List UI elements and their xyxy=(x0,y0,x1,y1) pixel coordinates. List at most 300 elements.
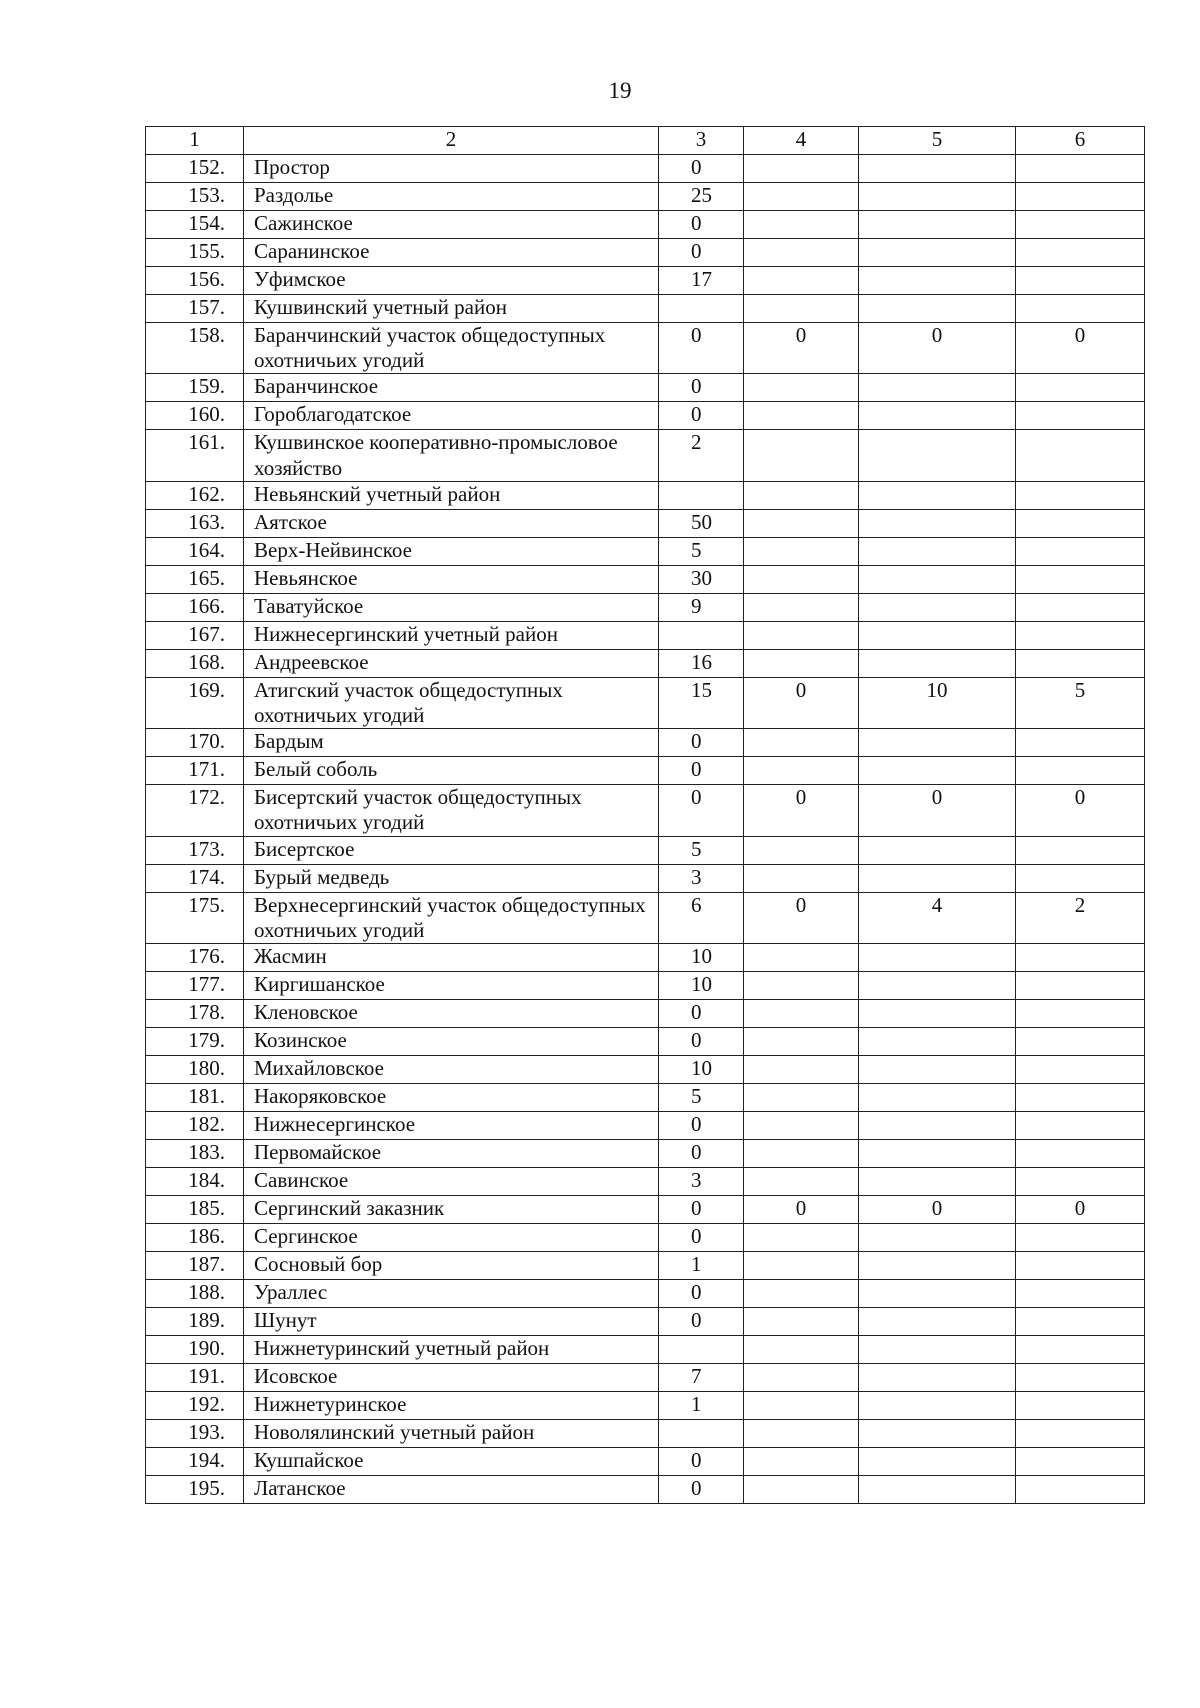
row-number: 176. xyxy=(146,943,244,971)
row-number: 177. xyxy=(146,971,244,999)
table-row xyxy=(146,155,1145,183)
row-value-4 xyxy=(744,1419,859,1447)
row-value-6 xyxy=(1016,1083,1145,1111)
row-number: 168. xyxy=(146,649,244,677)
table-row xyxy=(146,1111,1145,1139)
table-row xyxy=(146,374,1145,402)
row-name: Таватуйское xyxy=(244,593,659,621)
row-value-4 xyxy=(744,1251,859,1279)
row-value-5: 0 xyxy=(859,1195,1016,1223)
row-value-6 xyxy=(1016,1391,1145,1419)
table-row xyxy=(146,1475,1145,1503)
row-value-6 xyxy=(1016,943,1145,971)
row-value-3: 0 xyxy=(659,785,744,836)
table-row xyxy=(146,402,1145,430)
row-value-6 xyxy=(1016,999,1145,1027)
row-value-3: 30 xyxy=(659,565,744,593)
row-value-5: 0 xyxy=(859,323,1016,374)
row-name: Ураллес xyxy=(244,1279,659,1307)
row-number: 195. xyxy=(146,1475,244,1503)
row-value-5 xyxy=(859,1055,1016,1083)
row-name: Первомайское xyxy=(244,1139,659,1167)
row-value-6 xyxy=(1016,430,1145,481)
row-value-6 xyxy=(1016,537,1145,565)
row-number: 181. xyxy=(146,1083,244,1111)
row-value-3: 25 xyxy=(659,183,744,211)
row-value-6 xyxy=(1016,402,1145,430)
row-value-6 xyxy=(1016,836,1145,864)
row-number: 179. xyxy=(146,1027,244,1055)
row-number: 158. xyxy=(146,323,244,374)
row-number: 187. xyxy=(146,1251,244,1279)
table-row xyxy=(146,1335,1145,1363)
row-value-6 xyxy=(1016,1111,1145,1139)
row-number: 166. xyxy=(146,593,244,621)
row-value-5 xyxy=(859,1223,1016,1251)
row-value-5 xyxy=(859,183,1016,211)
row-value-5 xyxy=(859,1307,1016,1335)
row-value-5: 0 xyxy=(859,785,1016,836)
row-value-4 xyxy=(744,295,859,323)
row-value-3: 0 xyxy=(659,1195,744,1223)
row-value-4: 0 xyxy=(744,892,859,943)
row-number: 183. xyxy=(146,1139,244,1167)
row-value-6 xyxy=(1016,621,1145,649)
table-row xyxy=(146,1279,1145,1307)
row-value-5 xyxy=(859,729,1016,757)
row-name: Нижнесергинский учетный район xyxy=(244,621,659,649)
table-row xyxy=(146,1167,1145,1195)
table-row xyxy=(146,1251,1145,1279)
row-value-3: 3 xyxy=(659,864,744,892)
row-value-4 xyxy=(744,1055,859,1083)
table-row xyxy=(146,211,1145,239)
row-value-4 xyxy=(744,621,859,649)
row-value-3: 1 xyxy=(659,1251,744,1279)
row-name: Киргишанское xyxy=(244,971,659,999)
row-value-4 xyxy=(744,239,859,267)
row-value-6 xyxy=(1016,1447,1145,1475)
header-cell: 5 xyxy=(859,127,1016,155)
row-value-4 xyxy=(744,593,859,621)
row-value-3: 0 xyxy=(659,1139,744,1167)
row-value-3 xyxy=(659,1419,744,1447)
row-number: 159. xyxy=(146,374,244,402)
row-value-5 xyxy=(859,211,1016,239)
table-row xyxy=(146,1447,1145,1475)
table-row xyxy=(146,183,1145,211)
row-name: Козинское xyxy=(244,1027,659,1055)
row-number: 171. xyxy=(146,757,244,785)
row-value-6 xyxy=(1016,729,1145,757)
row-name: Савинское xyxy=(244,1167,659,1195)
row-name: Сергинское xyxy=(244,1223,659,1251)
row-name: Бардым xyxy=(244,729,659,757)
row-name: Простор xyxy=(244,155,659,183)
row-value-4 xyxy=(744,649,859,677)
row-name: Баранчинский участок общедоступных охотничьих угодий xyxy=(244,323,659,374)
table-row xyxy=(146,565,1145,593)
table-row xyxy=(146,1027,1145,1055)
row-value-6 xyxy=(1016,649,1145,677)
row-name: Атигский участок общедоступных охотничьих угодий xyxy=(244,677,659,728)
row-value-6: 2 xyxy=(1016,892,1145,943)
row-value-5 xyxy=(859,402,1016,430)
row-value-6 xyxy=(1016,1139,1145,1167)
row-number: 172. xyxy=(146,785,244,836)
row-value-4 xyxy=(744,757,859,785)
row-value-6: 0 xyxy=(1016,323,1145,374)
row-value-3: 0 xyxy=(659,239,744,267)
row-number: 193. xyxy=(146,1419,244,1447)
row-name: Жасмин xyxy=(244,943,659,971)
row-name: Аятское xyxy=(244,509,659,537)
row-name: Исовское xyxy=(244,1363,659,1391)
row-value-6 xyxy=(1016,1167,1145,1195)
row-value-5 xyxy=(859,1475,1016,1503)
row-value-3: 1 xyxy=(659,1391,744,1419)
table-row xyxy=(146,785,1145,836)
row-value-5 xyxy=(859,621,1016,649)
table-row xyxy=(146,1307,1145,1335)
row-number: 192. xyxy=(146,1391,244,1419)
row-value-6 xyxy=(1016,267,1145,295)
row-name: Бурый медведь xyxy=(244,864,659,892)
row-value-4 xyxy=(744,509,859,537)
row-value-5 xyxy=(859,267,1016,295)
row-value-6 xyxy=(1016,1251,1145,1279)
table-row xyxy=(146,864,1145,892)
row-value-5 xyxy=(859,1279,1016,1307)
row-number: 191. xyxy=(146,1363,244,1391)
row-value-5 xyxy=(859,1027,1016,1055)
table-row xyxy=(146,1195,1145,1223)
row-value-5 xyxy=(859,836,1016,864)
row-value-3: 0 xyxy=(659,1111,744,1139)
row-value-6 xyxy=(1016,1055,1145,1083)
row-value-5 xyxy=(859,1335,1016,1363)
row-name: Новолялинский учетный район xyxy=(244,1419,659,1447)
row-value-6 xyxy=(1016,757,1145,785)
row-value-5 xyxy=(859,430,1016,481)
row-value-3: 0 xyxy=(659,323,744,374)
table-row xyxy=(146,323,1145,374)
row-name: Верх-Нейвинское xyxy=(244,537,659,565)
row-value-5 xyxy=(859,593,1016,621)
row-number: 165. xyxy=(146,565,244,593)
row-value-6 xyxy=(1016,1363,1145,1391)
row-name: Невьянское xyxy=(244,565,659,593)
row-number: 163. xyxy=(146,509,244,537)
row-value-5 xyxy=(859,757,1016,785)
row-value-6 xyxy=(1016,155,1145,183)
row-number: 194. xyxy=(146,1447,244,1475)
row-name: Кленовское xyxy=(244,999,659,1027)
row-value-4 xyxy=(744,1307,859,1335)
table-row xyxy=(146,1391,1145,1419)
row-value-4 xyxy=(744,864,859,892)
row-value-5 xyxy=(859,565,1016,593)
row-value-6 xyxy=(1016,509,1145,537)
row-value-4 xyxy=(744,481,859,509)
row-value-3: 0 xyxy=(659,1475,744,1503)
row-name: Накоряковское xyxy=(244,1083,659,1111)
row-value-6 xyxy=(1016,1307,1145,1335)
row-value-5 xyxy=(859,1419,1016,1447)
row-value-6 xyxy=(1016,374,1145,402)
row-value-6 xyxy=(1016,1279,1145,1307)
row-value-3: 5 xyxy=(659,1083,744,1111)
table-row xyxy=(146,1223,1145,1251)
table-row xyxy=(146,593,1145,621)
row-number: 186. xyxy=(146,1223,244,1251)
row-value-6 xyxy=(1016,183,1145,211)
row-name: Гороблагодатское xyxy=(244,402,659,430)
row-value-5: 10 xyxy=(859,677,1016,728)
row-value-6 xyxy=(1016,971,1145,999)
row-value-3: 50 xyxy=(659,509,744,537)
row-number: 164. xyxy=(146,537,244,565)
row-value-4 xyxy=(744,402,859,430)
row-name: Баранчинское xyxy=(244,374,659,402)
table-row xyxy=(146,943,1145,971)
row-value-3: 0 xyxy=(659,729,744,757)
row-value-4 xyxy=(744,374,859,402)
table-row xyxy=(146,649,1145,677)
table-header-row xyxy=(146,127,1145,155)
row-value-6 xyxy=(1016,565,1145,593)
row-name: Сосновый бор xyxy=(244,1251,659,1279)
header-cell: 3 xyxy=(659,127,744,155)
row-number: 180. xyxy=(146,1055,244,1083)
row-value-5 xyxy=(859,1251,1016,1279)
row-value-3: 10 xyxy=(659,1055,744,1083)
row-value-3: 0 xyxy=(659,374,744,402)
row-value-5 xyxy=(859,971,1016,999)
row-value-6 xyxy=(1016,1475,1145,1503)
header-cell: 4 xyxy=(744,127,859,155)
row-value-5: 4 xyxy=(859,892,1016,943)
row-value-6 xyxy=(1016,1335,1145,1363)
row-value-3: 0 xyxy=(659,1027,744,1055)
row-value-3: 10 xyxy=(659,971,744,999)
table-row xyxy=(146,430,1145,481)
table-row xyxy=(146,729,1145,757)
row-value-5 xyxy=(859,1391,1016,1419)
row-number: 178. xyxy=(146,999,244,1027)
row-value-4: 0 xyxy=(744,1195,859,1223)
row-value-4 xyxy=(744,1279,859,1307)
row-number: 189. xyxy=(146,1307,244,1335)
row-name: Нижнетуринское xyxy=(244,1391,659,1419)
row-value-6 xyxy=(1016,295,1145,323)
row-value-3: 5 xyxy=(659,537,744,565)
table-row xyxy=(146,537,1145,565)
row-value-4 xyxy=(744,836,859,864)
row-value-6: 5 xyxy=(1016,677,1145,728)
row-value-3: 17 xyxy=(659,267,744,295)
table-row xyxy=(146,999,1145,1027)
row-name: Кушвинский учетный район xyxy=(244,295,659,323)
table-row xyxy=(146,836,1145,864)
row-number: 174. xyxy=(146,864,244,892)
table-body xyxy=(146,127,1145,1504)
row-value-4: 0 xyxy=(744,785,859,836)
row-value-6: 0 xyxy=(1016,785,1145,836)
row-value-3: 0 xyxy=(659,402,744,430)
row-name: Бисертское xyxy=(244,836,659,864)
row-value-3: 9 xyxy=(659,593,744,621)
row-value-4 xyxy=(744,1083,859,1111)
row-number: 160. xyxy=(146,402,244,430)
row-name: Латанское xyxy=(244,1475,659,1503)
row-value-6 xyxy=(1016,211,1145,239)
table-row xyxy=(146,621,1145,649)
table-row xyxy=(146,267,1145,295)
row-value-3: 0 xyxy=(659,1279,744,1307)
row-value-6 xyxy=(1016,864,1145,892)
row-value-5 xyxy=(859,1111,1016,1139)
header-cell: 6 xyxy=(1016,127,1145,155)
row-value-3: 10 xyxy=(659,943,744,971)
row-number: 182. xyxy=(146,1111,244,1139)
row-value-4 xyxy=(744,267,859,295)
row-value-3: 3 xyxy=(659,1167,744,1195)
table-row xyxy=(146,1363,1145,1391)
row-name: Белый соболь xyxy=(244,757,659,785)
row-value-5 xyxy=(859,1167,1016,1195)
row-value-5 xyxy=(859,374,1016,402)
row-value-5 xyxy=(859,1083,1016,1111)
row-value-6 xyxy=(1016,481,1145,509)
row-value-3: 0 xyxy=(659,1223,744,1251)
row-name: Сергинский заказник xyxy=(244,1195,659,1223)
row-value-4 xyxy=(744,537,859,565)
row-value-4 xyxy=(744,1223,859,1251)
header-cell: 1 xyxy=(146,127,244,155)
row-value-6 xyxy=(1016,1027,1145,1055)
page-number: 19 xyxy=(608,78,632,103)
row-value-3: 6 xyxy=(659,892,744,943)
row-number: 153. xyxy=(146,183,244,211)
row-number: 154. xyxy=(146,211,244,239)
row-name: Бисертский участок общедоступных охотничьих угодий xyxy=(244,785,659,836)
row-value-5 xyxy=(859,1363,1016,1391)
row-value-4 xyxy=(744,1139,859,1167)
row-value-3 xyxy=(659,295,744,323)
row-name: Верхнесергинский участок общедоступных охотничьих угодий xyxy=(244,892,659,943)
row-value-5 xyxy=(859,999,1016,1027)
row-number: 162. xyxy=(146,481,244,509)
row-name: Андреевское xyxy=(244,649,659,677)
row-value-5 xyxy=(859,649,1016,677)
table-row xyxy=(146,892,1145,943)
row-number: 190. xyxy=(146,1335,244,1363)
table-row xyxy=(146,1419,1145,1447)
row-name: Нижнесергинское xyxy=(244,1111,659,1139)
row-value-4 xyxy=(744,1335,859,1363)
row-name: Невьянский учетный район xyxy=(244,481,659,509)
table-row xyxy=(146,509,1145,537)
row-value-4 xyxy=(744,1391,859,1419)
row-value-5 xyxy=(859,509,1016,537)
row-value-6 xyxy=(1016,1223,1145,1251)
row-value-4 xyxy=(744,971,859,999)
row-value-4 xyxy=(744,430,859,481)
row-name: Кушвинское кооперативно-промысловое хозяйство xyxy=(244,430,659,481)
row-value-3: 15 xyxy=(659,677,744,728)
row-number: 188. xyxy=(146,1279,244,1307)
row-value-4 xyxy=(744,1167,859,1195)
data-table xyxy=(145,126,1145,1504)
row-value-6 xyxy=(1016,1419,1145,1447)
row-value-4 xyxy=(744,1027,859,1055)
table-row xyxy=(146,481,1145,509)
header-cell: 2 xyxy=(244,127,659,155)
row-value-5 xyxy=(859,481,1016,509)
row-value-3 xyxy=(659,621,744,649)
row-number: 184. xyxy=(146,1167,244,1195)
row-name: Саранинское xyxy=(244,239,659,267)
row-value-3: 7 xyxy=(659,1363,744,1391)
table-row xyxy=(146,295,1145,323)
row-number: 157. xyxy=(146,295,244,323)
row-number: 155. xyxy=(146,239,244,267)
row-number: 170. xyxy=(146,729,244,757)
row-value-3: 0 xyxy=(659,999,744,1027)
row-value-5 xyxy=(859,943,1016,971)
row-value-5 xyxy=(859,295,1016,323)
row-value-3: 0 xyxy=(659,211,744,239)
row-value-4 xyxy=(744,1447,859,1475)
row-value-4: 0 xyxy=(744,323,859,374)
row-value-4 xyxy=(744,183,859,211)
row-number: 156. xyxy=(146,267,244,295)
table-row xyxy=(146,971,1145,999)
row-value-3: 2 xyxy=(659,430,744,481)
row-value-4 xyxy=(744,1475,859,1503)
row-value-4 xyxy=(744,155,859,183)
row-value-6 xyxy=(1016,239,1145,267)
row-value-5 xyxy=(859,239,1016,267)
row-value-4 xyxy=(744,565,859,593)
row-number: 175. xyxy=(146,892,244,943)
row-value-3: 0 xyxy=(659,757,744,785)
table-row xyxy=(146,677,1145,728)
row-value-4 xyxy=(744,1111,859,1139)
row-name: Шунут xyxy=(244,1307,659,1335)
row-value-4 xyxy=(744,943,859,971)
row-value-6: 0 xyxy=(1016,1195,1145,1223)
row-name: Михайловское xyxy=(244,1055,659,1083)
row-name: Раздолье xyxy=(244,183,659,211)
row-name: Сажинское xyxy=(244,211,659,239)
row-value-4: 0 xyxy=(744,677,859,728)
row-value-3: 0 xyxy=(659,1307,744,1335)
row-value-5 xyxy=(859,537,1016,565)
table-row xyxy=(146,1055,1145,1083)
row-value-3: 0 xyxy=(659,155,744,183)
row-value-5 xyxy=(859,864,1016,892)
table-row xyxy=(146,1139,1145,1167)
row-name: Нижнетуринский учетный район xyxy=(244,1335,659,1363)
row-name: Кушпайское xyxy=(244,1447,659,1475)
row-value-6 xyxy=(1016,593,1145,621)
row-value-3: 5 xyxy=(659,836,744,864)
row-value-4 xyxy=(744,211,859,239)
row-number: 185. xyxy=(146,1195,244,1223)
table-row xyxy=(146,1083,1145,1111)
